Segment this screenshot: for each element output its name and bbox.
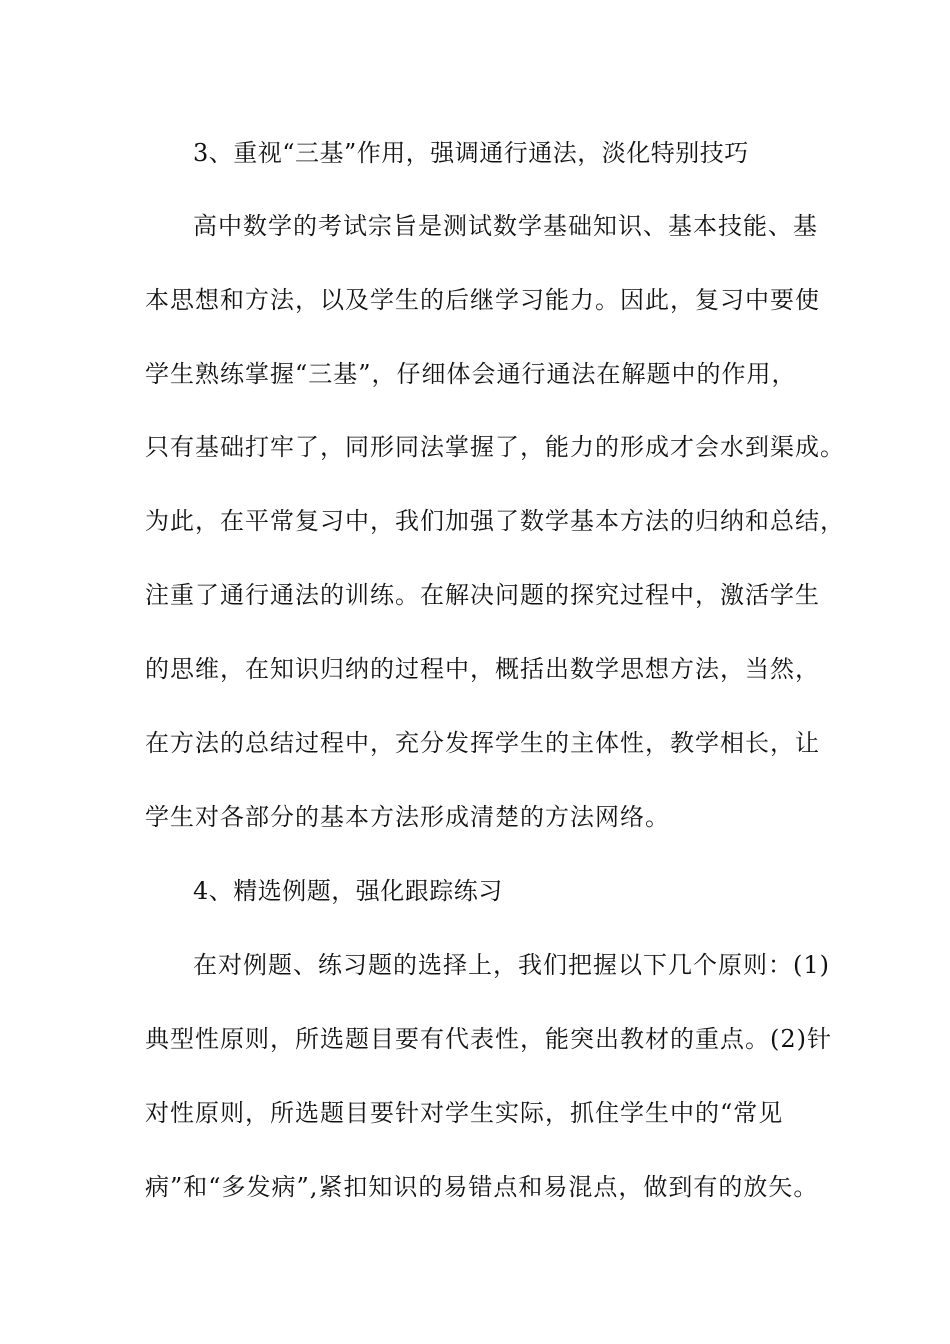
paragraph-line: 本思想和方法，以及学生的后继学习能力。因此，复习中要使 — [145, 286, 820, 314]
paragraph-line: 典型性原则，所选题目要有代表性，能突出教材的重点。(2)针 — [145, 1025, 832, 1053]
paragraph-line: 注重了通行通法的训练。在解决问题的探究过程中，激活学生 — [145, 581, 820, 609]
section-heading-4: 4、精选例题，强化跟踪练习 — [193, 877, 503, 905]
paragraph-line: 学生对各部分的基本方法形成清楚的方法网络。 — [145, 803, 670, 831]
paragraph-line: 对性原则，所选题目要针对学生实际，抓住学生中的“常见 — [145, 1099, 784, 1127]
paragraph-line: 学生熟练掌握“三基”，仔细体会通行通法在解题中的作用， — [145, 360, 797, 388]
section-heading-3: 3、重视“三基”作用，强调通行通法，淡化特别技巧 — [193, 139, 749, 167]
paragraph-line: 病”和“多发病”,紧扣知识的易错点和易混点，做到有的放矢。 — [145, 1173, 819, 1201]
paragraph-line: 只有基础打牢了，同形同法掌握了，能力的形成才会水到渠成。 — [145, 433, 845, 461]
paragraph-line: 在对例题、练习题的选择上，我们把握以下几个原则：(1) — [193, 951, 830, 979]
paragraph-line: 高中数学的考试宗旨是测试数学基础知识、基本技能、基 — [193, 212, 818, 240]
paragraph-line: 的思维，在知识归纳的过程中，概括出数学思想方法，当然， — [145, 655, 820, 683]
paragraph-line: 为此，在平常复习中，我们加强了数学基本方法的归纳和总结， — [145, 507, 845, 535]
paragraph-line: 在方法的总结过程中，充分发挥学生的主体性，教学相长，让 — [145, 729, 820, 757]
